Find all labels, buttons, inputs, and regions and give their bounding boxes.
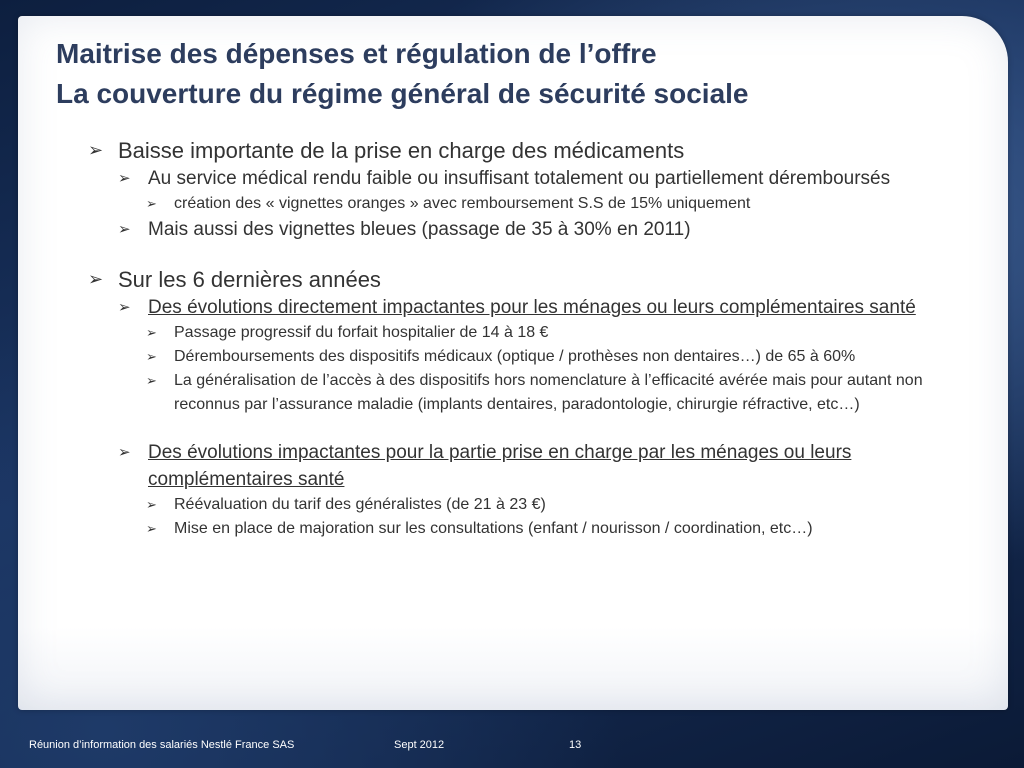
bullet-text: Mise en place de majoration sur les consultations (enfant / nourisson / coordination, etc…) <box>174 520 813 537</box>
bullet-text: Passage progressif du forfait hospitalier de 14 à 18 € <box>174 324 549 341</box>
slide-footer <box>0 737 1024 753</box>
bullet-text: Au service médical rendu faible ou insuffisant totalement ou partiellement déremboursés <box>148 168 891 189</box>
bullet-level1 <box>88 136 968 165</box>
slide-panel <box>18 16 1008 710</box>
bullet-level3 <box>146 369 968 417</box>
spacer <box>88 243 968 265</box>
bullet-text-underlined: Des évolutions impactantes pour la partie prise en charge par les ménages ou leurs complémentaires santé <box>148 442 852 490</box>
bullet-level2 <box>118 294 968 321</box>
bullet-text: Déremboursements des dispositifs médicaux (optique / prothèses non dentaires…) de 65 à 60% <box>174 348 856 365</box>
bullet-level2 <box>118 439 968 493</box>
bullet-level2 <box>118 216 968 243</box>
bullet-text: La généralisation de l’accès à des dispositifs hors nomenclature à l’efficacité avérée mais pour autant non reconnus par l’assurance maladie (implants dentaires, paradontologie, chirurgie réfractive, etc…) <box>174 372 923 413</box>
bullet-level3 <box>146 192 968 216</box>
slide-title <box>56 34 749 114</box>
bullet-text: Sur les 6 dernières années <box>118 267 381 292</box>
bullet-level3 <box>146 517 968 541</box>
page-number: 13 <box>569 739 582 751</box>
title-line-1: Maitrise des dépenses et régulation de l’offre <box>56 38 657 69</box>
arrow-bullet-icon: ➢ <box>146 373 157 388</box>
bullet-level3 <box>146 321 968 345</box>
arrow-bullet-icon: ➢ <box>118 299 131 316</box>
arrow-bullet-icon: ➢ <box>146 325 157 340</box>
bullet-text: création des « vignettes oranges » avec remboursement S.S de 15% uniquement <box>174 195 751 212</box>
bullet-text: Baisse importante de la prise en charge des médicaments <box>118 138 685 163</box>
arrow-bullet-icon: ➢ <box>146 497 157 512</box>
arrow-bullet-icon: ➢ <box>146 349 157 364</box>
bullet-text-underlined: Des évolutions directement impactantes pour les ménages ou leurs complémentaires santé <box>148 297 916 318</box>
title-line-2: La couverture du régime général de sécurité sociale <box>56 78 749 109</box>
bullet-level3 <box>146 493 968 517</box>
arrow-bullet-icon: ➢ <box>118 444 131 461</box>
arrow-bullet-icon: ➢ <box>146 196 157 211</box>
arrow-bullet-icon: ➢ <box>118 170 131 187</box>
arrow-bullet-icon: ➢ <box>146 521 157 536</box>
slide-content <box>88 136 968 541</box>
bullet-level2 <box>118 165 968 192</box>
bullet-text: Réévaluation du tarif des généralistes (de 21 à 23 €) <box>174 496 546 513</box>
arrow-bullet-icon: ➢ <box>118 221 131 238</box>
arrow-bullet-icon: ➢ <box>88 140 104 160</box>
bullet-text: Mais aussi des vignettes bleues (passage de 35 à 30% en 2011) <box>148 219 691 240</box>
footer-date: Sept 2012 <box>394 739 445 751</box>
arrow-bullet-icon: ➢ <box>88 269 104 289</box>
spacer <box>88 417 968 439</box>
bullet-level1 <box>88 265 968 294</box>
footer-organization: Réunion d’information des salariés Nestlé France SAS <box>29 739 295 751</box>
bullet-level3 <box>146 345 968 369</box>
